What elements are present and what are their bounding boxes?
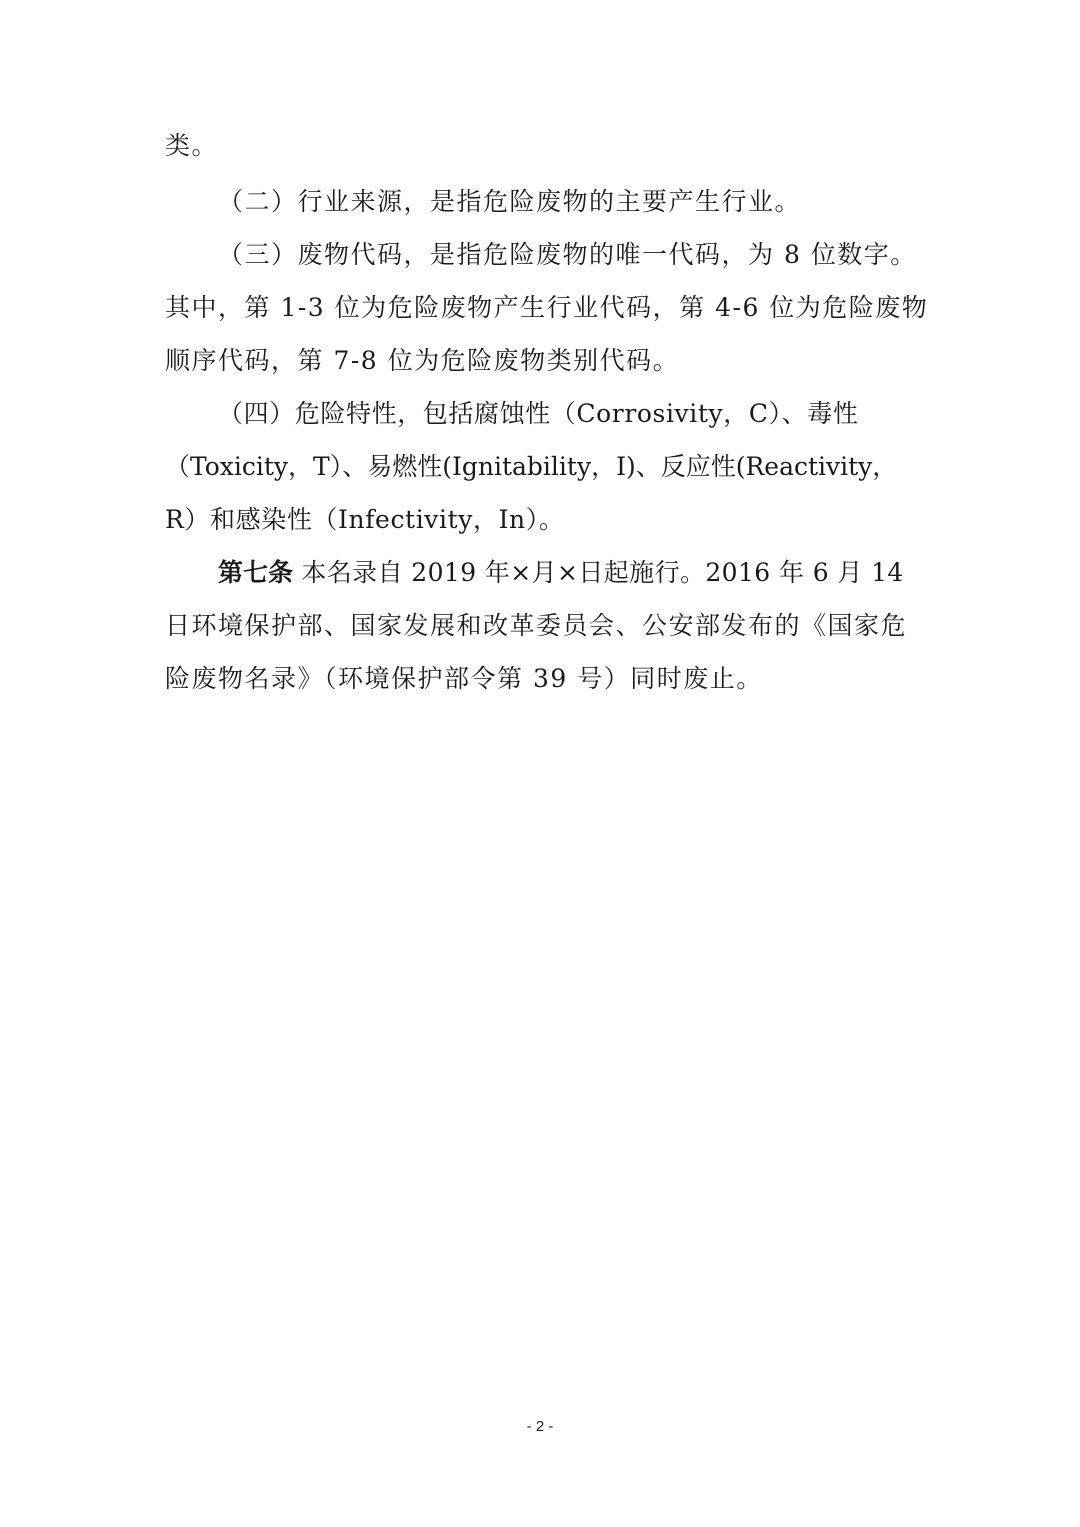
article-7-line-1 [218, 555, 918, 591]
article-7-line-3: 险废物名录》（环境保护部令第 39 号）同时废止。 [165, 664, 763, 693]
paragraph-line: （二）行业来源，是指危险废物的主要产生行业。 [218, 187, 802, 216]
paragraph-line: （四）危险特性，包括腐蚀性（Corrosivity，C）、毒性 [218, 399, 859, 428]
article-7-line-2: 日环境保护部、国家发展和改革委员会、公安部发布的《国家危 [165, 611, 908, 640]
article-text: 本名录自 2019 年×月×日起施行。2016 年 6 月 14 [293, 558, 904, 587]
article-heading: 第七条 [218, 558, 294, 587]
paragraph-line: 类。 [165, 131, 219, 160]
paragraph-line: 其中，第 1-3 位为危险废物产生行业代码，第 4-6 位为危险废物 [165, 293, 929, 322]
paragraph-line: （Toxicity，T）、易燃性(Ignitability，I)、反应性(Reactivity， [165, 452, 898, 481]
paragraph-line: （三）废物代码，是指危险废物的唯一代码，为 8 位数字。 [218, 240, 917, 269]
paragraph-line: R）和感染性（Infectivity，In）。 [165, 505, 565, 534]
page-number: - 2 - [526, 1418, 554, 1435]
paragraph-line: 顺序代码，第 7-8 位为危险废物类别代码。 [165, 346, 680, 375]
